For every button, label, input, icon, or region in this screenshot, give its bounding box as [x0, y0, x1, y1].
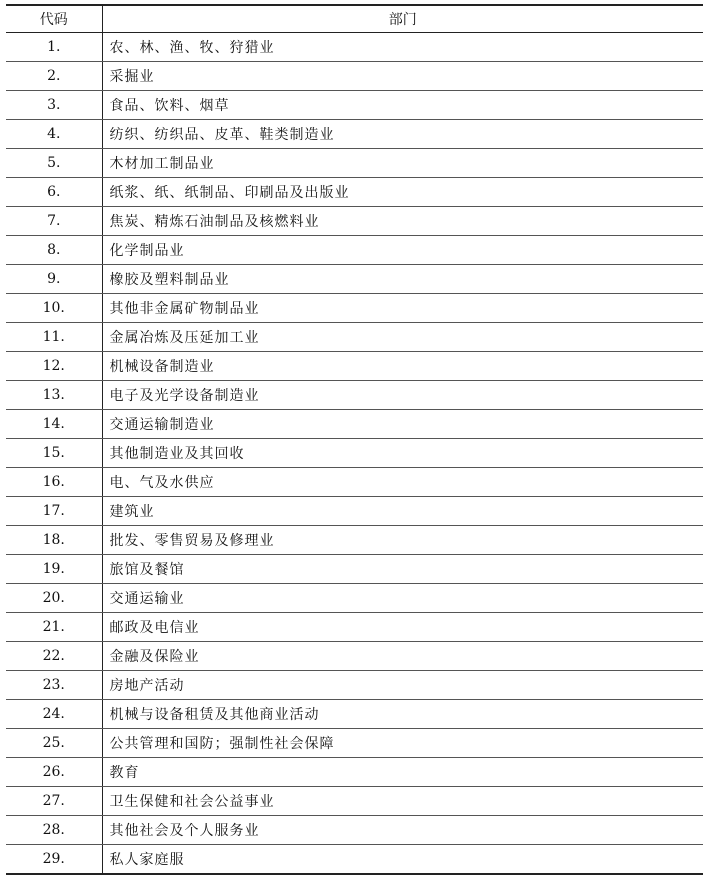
table-row [6, 526, 703, 555]
table-row [6, 468, 703, 497]
row-code: 1. [6, 33, 102, 62]
row-department: 旅馆及餐馆 [102, 555, 703, 584]
row-code: 13. [6, 381, 102, 410]
table-header [6, 5, 703, 33]
row-department: 木材加工制品业 [102, 149, 703, 178]
table-row [6, 265, 703, 294]
row-code: 27. [6, 787, 102, 816]
table-row [6, 294, 703, 323]
header-code: 代码 [6, 5, 102, 33]
table-row [6, 642, 703, 671]
row-code: 8. [6, 236, 102, 265]
table-row [6, 62, 703, 91]
row-code: 14. [6, 410, 102, 439]
table-row [6, 671, 703, 700]
table-row [6, 178, 703, 207]
row-department: 采掘业 [102, 62, 703, 91]
row-code: 5. [6, 149, 102, 178]
row-department: 橡胶及塑料制品业 [102, 265, 703, 294]
row-department: 农、林、渔、牧、狩猎业 [102, 33, 703, 62]
row-code: 24. [6, 700, 102, 729]
row-department: 食品、饮料、烟草 [102, 91, 703, 120]
row-department: 机械设备制造业 [102, 352, 703, 381]
table-row [6, 149, 703, 178]
row-code: 10. [6, 294, 102, 323]
row-code: 20. [6, 584, 102, 613]
row-department: 其他制造业及其回收 [102, 439, 703, 468]
row-department: 交通运输制造业 [102, 410, 703, 439]
row-code: 21. [6, 613, 102, 642]
table-row [6, 845, 703, 875]
row-department: 化学制品业 [102, 236, 703, 265]
row-code: 28. [6, 816, 102, 845]
row-department: 教育 [102, 758, 703, 787]
row-department: 邮政及电信业 [102, 613, 703, 642]
row-department: 电、气及水供应 [102, 468, 703, 497]
row-code: 9. [6, 265, 102, 294]
header-department: 部门 [102, 5, 703, 33]
table-row [6, 410, 703, 439]
header-row [6, 5, 703, 33]
row-department: 批发、零售贸易及修理业 [102, 526, 703, 555]
table-row [6, 758, 703, 787]
row-department: 金融及保险业 [102, 642, 703, 671]
table-row [6, 352, 703, 381]
table-row [6, 236, 703, 265]
table-row [6, 497, 703, 526]
row-code: 18. [6, 526, 102, 555]
row-department: 公共管理和国防；强制性社会保障 [102, 729, 703, 758]
row-code: 6. [6, 178, 102, 207]
row-code: 15. [6, 439, 102, 468]
row-code: 23. [6, 671, 102, 700]
row-department: 金属冶炼及压延加工业 [102, 323, 703, 352]
table-row [6, 323, 703, 352]
table-row [6, 120, 703, 149]
table-row [6, 613, 703, 642]
row-department: 私人家庭服 [102, 845, 703, 875]
row-department: 纺织、纺织品、皮革、鞋类制造业 [102, 120, 703, 149]
table-row [6, 729, 703, 758]
table-row [6, 584, 703, 613]
row-code: 26. [6, 758, 102, 787]
row-department: 其他非金属矿物制品业 [102, 294, 703, 323]
row-department: 建筑业 [102, 497, 703, 526]
row-code: 3. [6, 91, 102, 120]
row-code: 12. [6, 352, 102, 381]
table-row [6, 381, 703, 410]
table-row [6, 700, 703, 729]
table-row [6, 91, 703, 120]
row-department: 焦炭、精炼石油制品及核燃料业 [102, 207, 703, 236]
table-row [6, 439, 703, 468]
table-row [6, 33, 703, 62]
row-code: 4. [6, 120, 102, 149]
row-code: 19. [6, 555, 102, 584]
table-body [6, 33, 703, 875]
table-row [6, 207, 703, 236]
row-code: 7. [6, 207, 102, 236]
row-department: 纸浆、纸、纸制品、印刷品及出版业 [102, 178, 703, 207]
row-department: 房地产活动 [102, 671, 703, 700]
row-code: 11. [6, 323, 102, 352]
table-row [6, 816, 703, 845]
row-code: 25. [6, 729, 102, 758]
row-department: 交通运输业 [102, 584, 703, 613]
row-department: 其他社会及个人服务业 [102, 816, 703, 845]
table-row [6, 787, 703, 816]
row-department: 电子及光学设备制造业 [102, 381, 703, 410]
row-code: 16. [6, 468, 102, 497]
row-department: 机械与设备租赁及其他商业活动 [102, 700, 703, 729]
table-row [6, 555, 703, 584]
row-code: 29. [6, 845, 102, 875]
row-department: 卫生保健和社会公益事业 [102, 787, 703, 816]
row-code: 22. [6, 642, 102, 671]
row-code: 17. [6, 497, 102, 526]
sector-code-table [6, 4, 703, 875]
row-code: 2. [6, 62, 102, 91]
